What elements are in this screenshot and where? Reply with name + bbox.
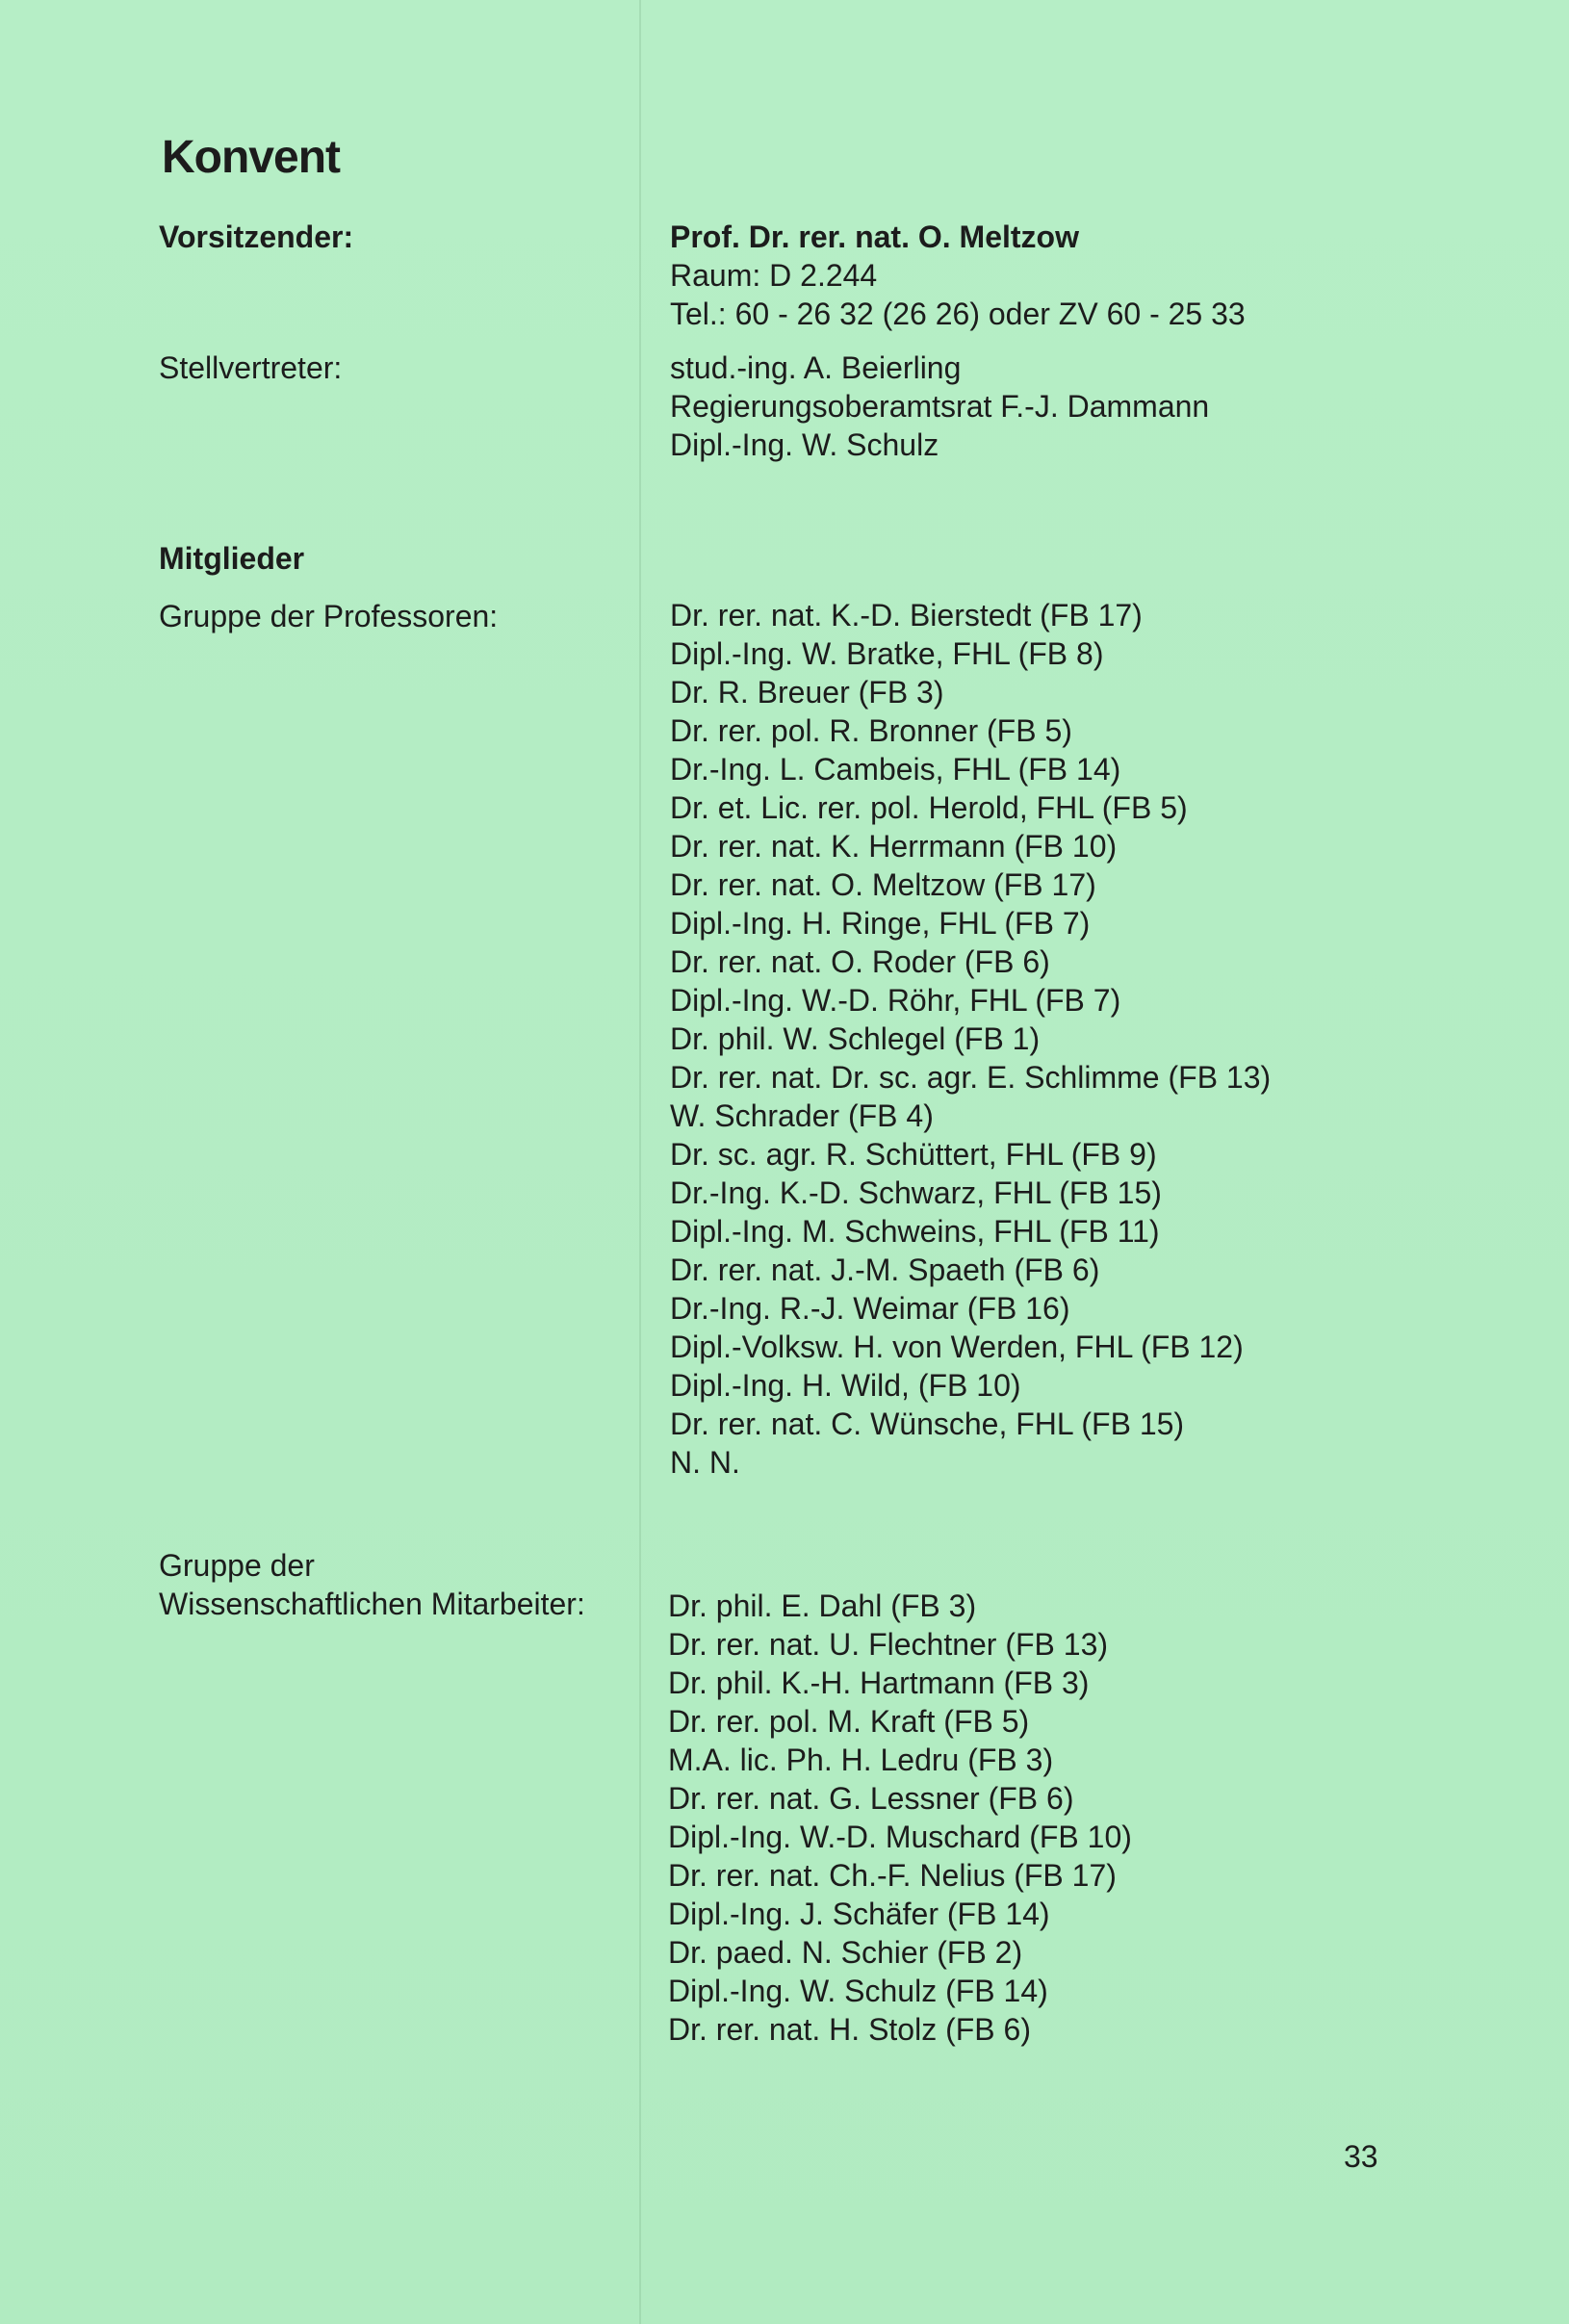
list-item: Dr. rer. nat. Ch.-F. Nelius (FB 17) [668,1858,1117,1893]
professors-label: Gruppe der Professoren: [159,599,499,633]
list-item: Dr. rer. nat. K. Herrmann (FB 10) [670,829,1118,864]
chair-label: Vorsitzender: [159,219,354,254]
list-item: Dr. rer. nat. O. Roder (FB 6) [670,944,1050,979]
list-item: Dr. rer. nat. O. Meltzow (FB 17) [670,867,1096,902]
list-item: Dipl.-Ing. M. Schweins, FHL (FB 11) [670,1214,1160,1249]
list-item: W. Schrader (FB 4) [670,1098,934,1133]
staff-label-line2: Wissenschaftlichen Mitarbeiter: [159,1587,585,1621]
list-item: Dipl.-Ing. W. Schulz (FB 14) [668,1974,1048,2008]
list-item: N. N. [670,1445,740,1480]
list-item: Dr. phil. K.-H. Hartmann (FB 3) [668,1666,1090,1700]
list-item: Dr.-Ing. K.-D. Schwarz, FHL (FB 15) [670,1175,1162,1210]
list-item: Dr. sc. agr. R. Schüttert, FHL (FB 9) [670,1137,1157,1172]
list-item: Dr. rer. nat. J.-M. Spaeth (FB 6) [670,1252,1100,1287]
staff-label-line1: Gruppe der [159,1548,315,1583]
staff-list [668,1587,1132,2049]
list-item: Dr.-Ing. R.-J. Weimar (FB 16) [670,1291,1070,1326]
list-item: Dr. phil. W. Schlegel (FB 1) [670,1021,1041,1056]
page-fold-line [639,0,641,2324]
list-item: Dr. rer. nat. H. Stolz (FB 6) [668,2012,1031,2047]
list-item: Dr.-Ing. L. Cambeis, FHL (FB 14) [670,752,1121,787]
list-item: Dr. rer. nat. Dr. sc. agr. E. Schlimme (FB 13) [670,1060,1272,1095]
chair-block [670,218,1246,333]
list-item: Dipl.-Volksw. H. von Werden, FHL (FB 12) [670,1330,1244,1364]
deputies-list [670,349,1209,464]
list-item: Dr. rer. nat. K.-D. Bierstedt (FB 17) [670,598,1143,633]
list-item: Dipl.-Ing. W. Schulz [670,427,939,462]
members-heading: Mitglieder [159,541,305,576]
chair-name: Prof. Dr. rer. nat. O. Meltzow [670,219,1079,254]
chair-phone: Tel.: 60 - 26 32 (26 26) oder ZV 60 - 25 33 [670,297,1246,331]
page-number: 33 [1344,2139,1378,2174]
page-title: Konvent [162,132,340,183]
list-item: Dipl.-Ing. J. Schäfer (FB 14) [668,1897,1050,1931]
list-item: Dr. phil. E. Dahl (FB 3) [668,1588,977,1623]
list-item: stud.-ing. A. Beierling [670,350,962,385]
chair-room: Raum: D 2.244 [670,258,878,293]
list-item: Dr. rer. pol. R. Bronner (FB 5) [670,713,1072,748]
list-item: Dr. et. Lic. rer. pol. Herold, FHL (FB 5) [670,790,1188,825]
list-item: M.A. lic. Ph. H. Ledru (FB 3) [668,1743,1054,1777]
list-item: Dipl.-Ing. W.-D. Muschard (FB 10) [668,1820,1132,1854]
professors-list [670,596,1271,1482]
list-item: Dipl.-Ing. W. Bratke, FHL (FB 8) [670,636,1104,671]
list-item: Dr. rer. nat. G. Lessner (FB 6) [668,1781,1074,1816]
list-item: Dr. rer. nat. U. Flechtner (FB 13) [668,1627,1109,1662]
list-item: Dr. rer. pol. M. Kraft (FB 5) [668,1704,1030,1739]
list-item: Dr. paed. N. Schier (FB 2) [668,1935,1023,1970]
list-item: Dipl.-Ing. H. Ringe, FHL (FB 7) [670,906,1091,941]
deputies-label: Stellvertreter: [159,350,343,385]
list-item: Dr. R. Breuer (FB 3) [670,675,944,710]
list-item: Regierungsoberamtsrat F.-J. Dammann [670,389,1210,424]
list-item: Dipl.-Ing. W.-D. Röhr, FHL (FB 7) [670,983,1121,1018]
list-item: Dr. rer. nat. C. Wünsche, FHL (FB 15) [670,1407,1185,1441]
list-item: Dipl.-Ing. H. Wild, (FB 10) [670,1368,1021,1403]
